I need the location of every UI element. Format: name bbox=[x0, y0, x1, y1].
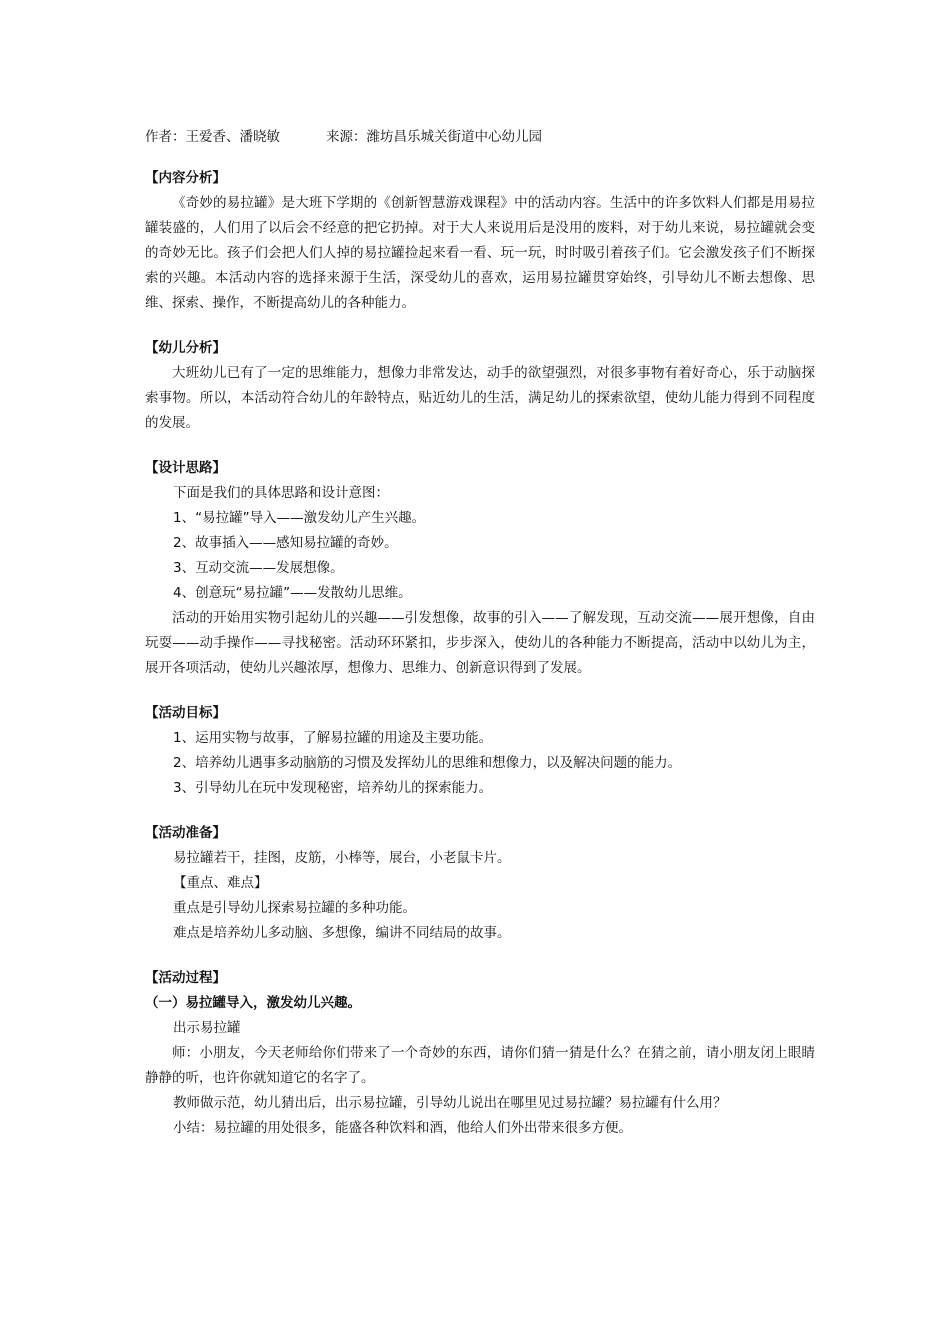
process-line: 小结：易拉罐的用处很多，能盛各种饮料和酒，他给人们外出带来很多方便。 bbox=[173, 1120, 632, 1136]
list-item: 2、故事插入——感知易拉罐的奇妙。 bbox=[173, 535, 398, 551]
materials-line: 易拉罐若干，挂图，皮筋，小棒等，展台，小老鼠卡片。 bbox=[173, 850, 511, 866]
section-heading: 【活动过程】 bbox=[145, 970, 226, 986]
list-item: 1、“易拉罐”导入——激发幼儿产生兴趣。 bbox=[173, 510, 426, 526]
paragraph: 活动的开始用实物引起幼儿的兴趣——引发想像，故事的引入——了解发现，互动交流——展开想像，自由玩耍——动手操作——寻找秘密。活动环环紧扣，步步深入，使幼儿的各种能力不断提高，活动中以幼儿为主，展开各项活动，使幼儿兴趣浓厚，想像力、思维力、创新意识得到了发展。 bbox=[145, 610, 815, 676]
section-heading: 【活动目标】 bbox=[145, 705, 226, 721]
section-child-analysis bbox=[145, 336, 815, 436]
document-page bbox=[145, 126, 815, 1161]
section-heading: 【幼儿分析】 bbox=[145, 340, 226, 356]
step-title: （一）易拉罐导入，激发幼儿兴趣。 bbox=[145, 995, 361, 1011]
section-goals bbox=[145, 701, 815, 801]
section-process bbox=[145, 966, 815, 1141]
key-heading: 【重点、难点】 bbox=[173, 875, 268, 891]
design-intro: 下面是我们的具体思路和设计意图： bbox=[173, 485, 389, 501]
list-item: 4、创意玩“易拉罐”——发散幼儿思维。 bbox=[173, 585, 412, 601]
process-line: 出示易拉罐 bbox=[173, 1020, 241, 1036]
section-design bbox=[145, 456, 815, 681]
section-content-analysis bbox=[145, 166, 815, 316]
section-heading: 【设计思路】 bbox=[145, 460, 226, 476]
difficulty-line: 难点是培养幼儿多动脑、多想像，编讲不同结局的故事。 bbox=[173, 925, 511, 941]
section-heading: 【活动准备】 bbox=[145, 825, 226, 841]
list-item: 3、引导幼儿在玩中发现秘密，培养幼儿的探索能力。 bbox=[173, 780, 493, 796]
paragraph: 《奇妙的易拉罐》是大班下学期的《创新智慧游戏课程》中的活动内容。生活中的许多饮料人们都是用易拉罐装盛的，人们用了以后会不经意的把它扔掉。对于大人来说用后是没用的废料，对于幼儿来说，易拉罐就会变的奇妙无比。孩子们会把人们人掉的易拉罐捡起来看一看、玩一玩，时时吸引着孩子们。它会激发孩子们不断探索的兴趣。本活动内容的选择来源于生活，深受幼儿的喜欢，运用易拉罐贯穿始终，引导幼儿不断去想像、思维、探索、操作，不断提高幼儿的各种能力。 bbox=[145, 195, 815, 311]
section-preparation bbox=[145, 821, 815, 946]
list-item: 3、互动交流——发展想像。 bbox=[173, 560, 344, 576]
section-heading: 【内容分析】 bbox=[145, 170, 226, 186]
list-item: 2、培养幼儿遇事多动脑筋的习惯及发挥幼儿的思维和想像力，以及解决问题的能力。 bbox=[173, 755, 682, 771]
source-line: 来源：潍坊昌乐城关街道中心幼儿园 bbox=[326, 129, 542, 145]
paragraph: 师：小朋友，今天老师给你们带来了一个奇妙的东西，请你们猜一猜是什么？在猜之前，请小朋友闭上眼睛静静的听，也许你就知道它的名字了。 bbox=[145, 1045, 815, 1086]
author-line: 作者：王爱香、潘晓敏 bbox=[145, 129, 280, 145]
paragraph: 大班幼儿已有了一定的思维能力，想像力非常发达，动手的欲望强烈，对很多事物有着好奇心，乐于动脑探索事物。所以，本活动符合幼儿的年龄特点，贴近幼儿的生活，满足幼儿的探索欲望，使幼儿能力得到不同程度的发展。 bbox=[145, 365, 815, 431]
key-point-line: 重点是引导幼儿探索易拉罐的多种功能。 bbox=[173, 900, 416, 916]
process-line: 教师做示范，幼儿猜出后，出示易拉罐，引导幼儿说出在哪里见过易拉罐？易拉罐有什么用？ bbox=[173, 1095, 727, 1111]
document-meta bbox=[145, 126, 815, 148]
list-item: 1、运用实物与故事，了解易拉罐的用途及主要功能。 bbox=[173, 730, 493, 746]
